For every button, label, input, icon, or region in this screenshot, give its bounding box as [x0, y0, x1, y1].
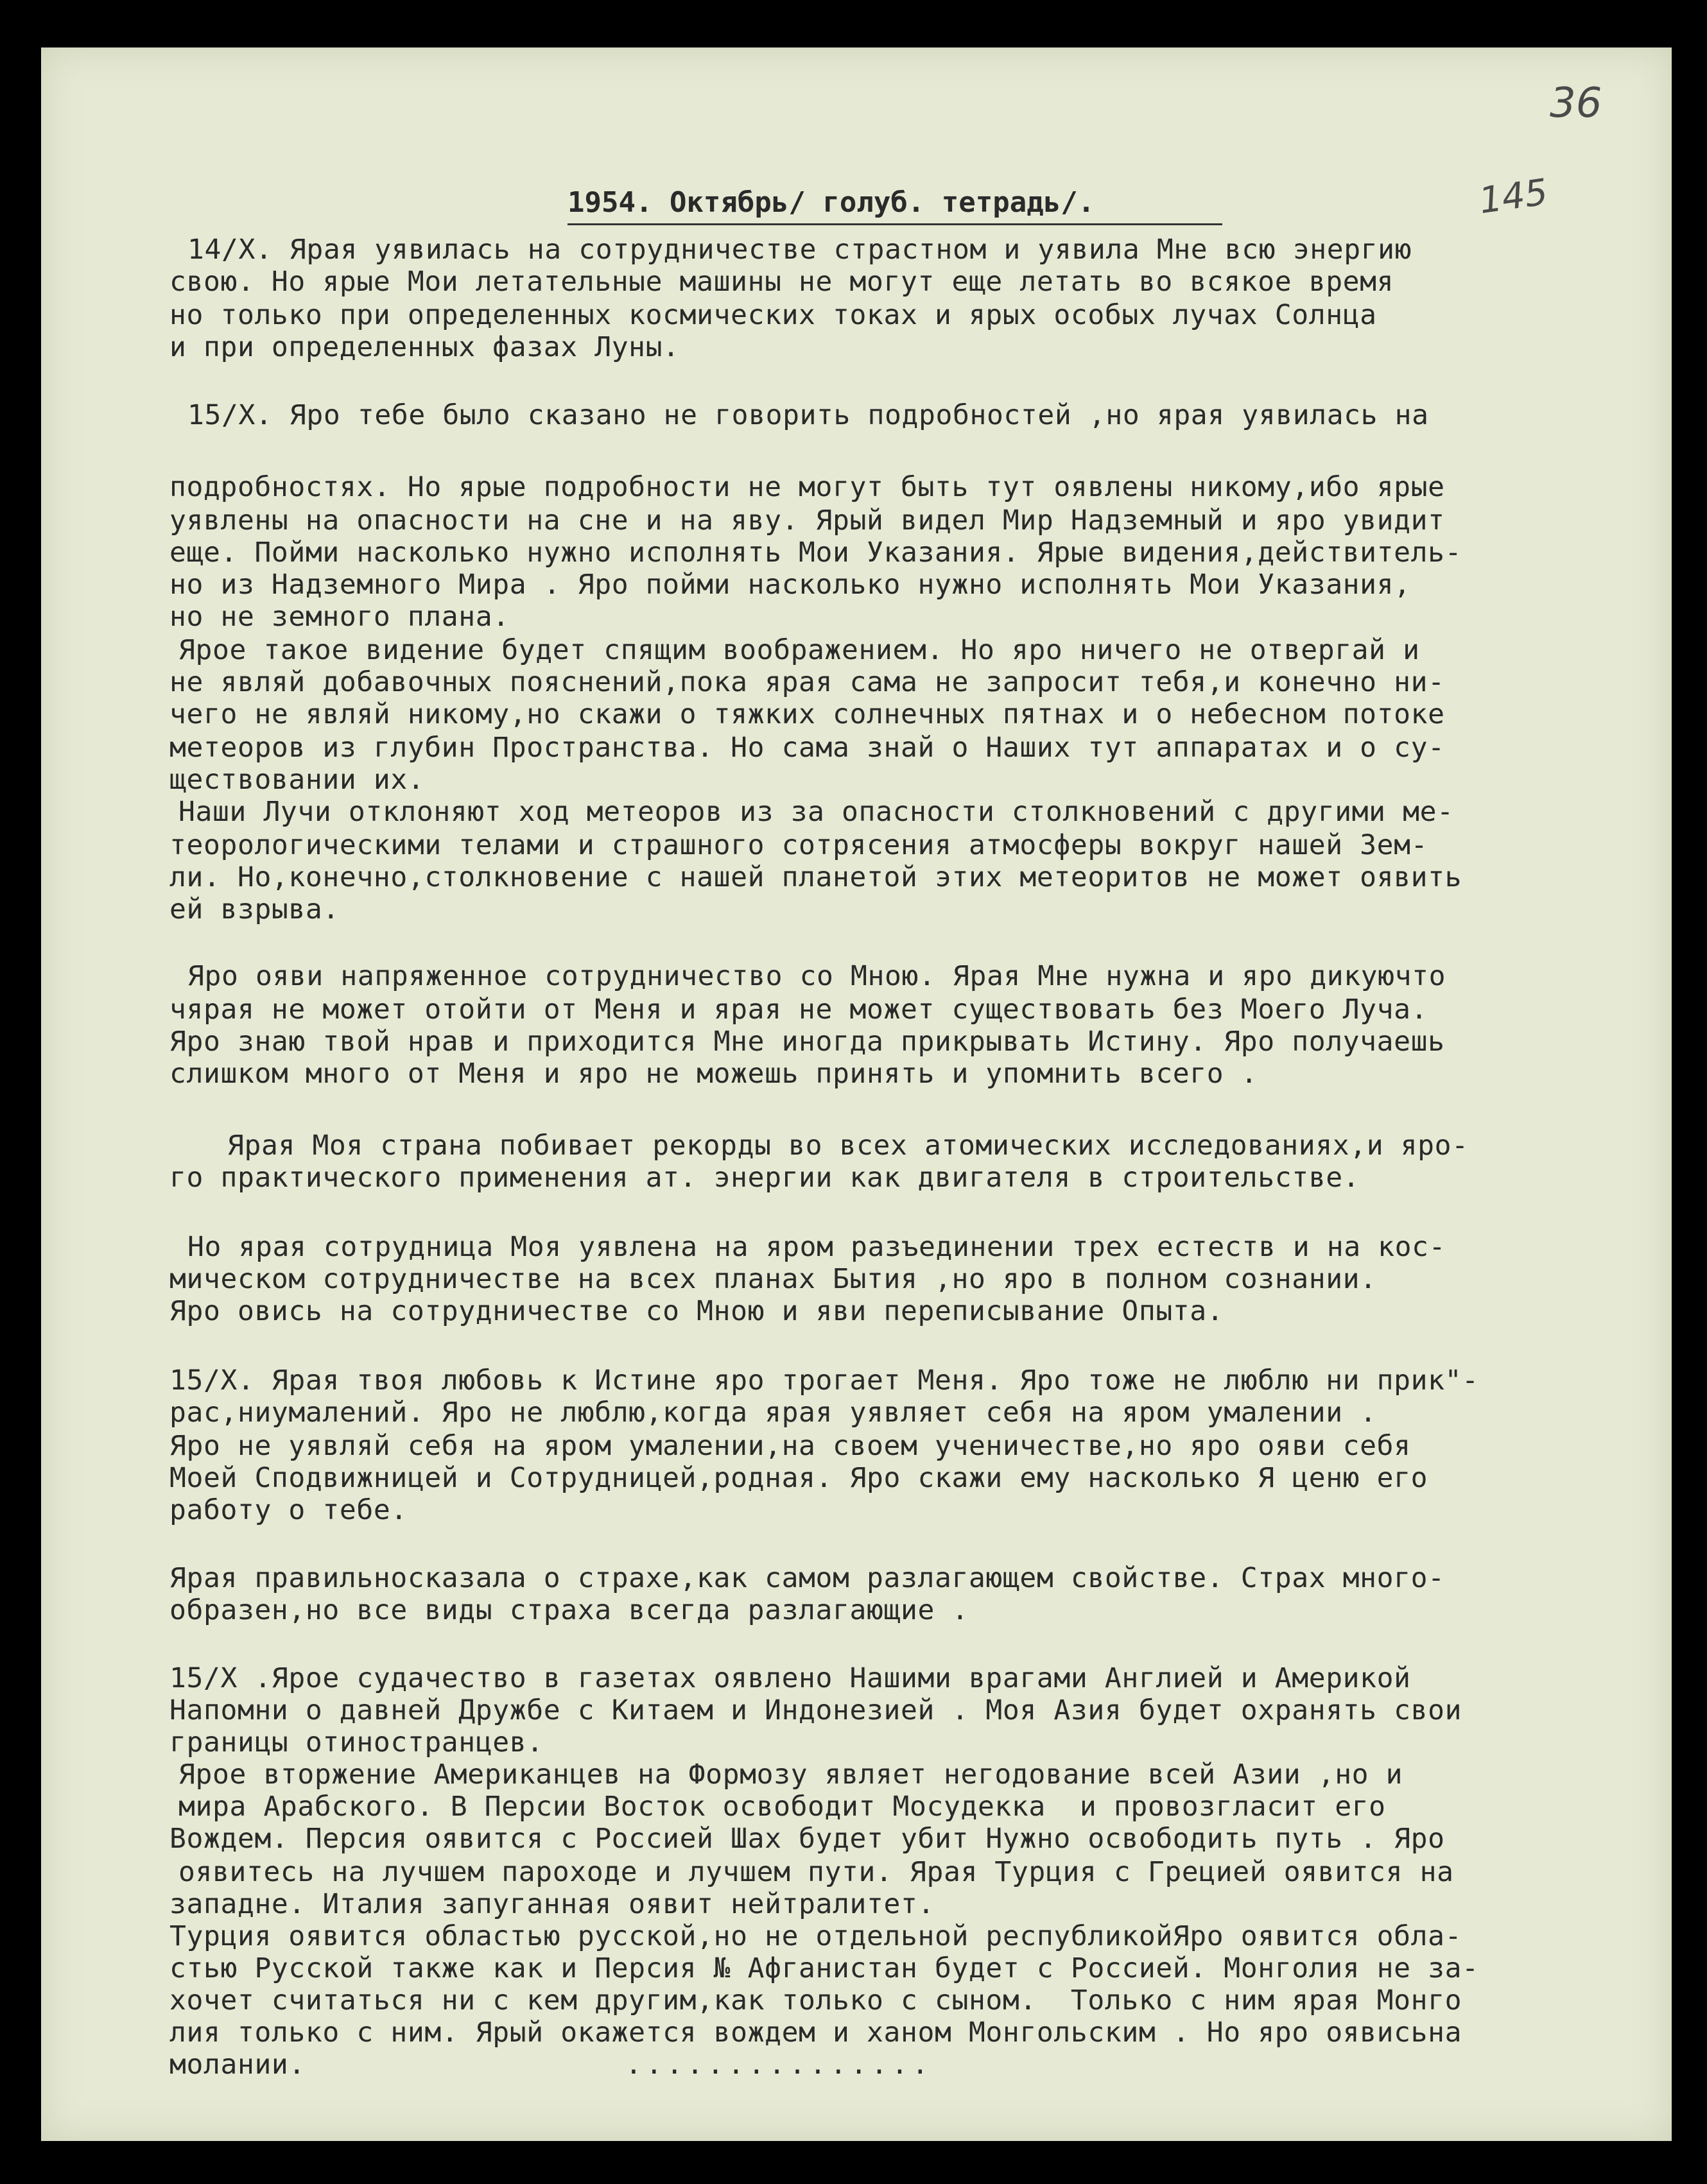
text-line: но только при определенных космических токах и ярых особых лучах Солнца [169, 299, 1377, 331]
text-line: еще. Пойми насколько нужно исполнять Мои Указания. Ярые видения,действитель- [169, 537, 1462, 569]
text-line: го практического применения ат. энергии как двигателя в строительстве. [169, 1162, 1360, 1194]
text-line: Яро знаю твой нрав и приходится Мне иногда прикрывать Истину. Яро получаешь [169, 1026, 1445, 1058]
text-line: Яро овись на сотрудничестве со Мною и яви переписывание Опыта. [169, 1295, 1224, 1327]
text-line: стью Русской также как и Персия № Афганистан будет с Россией. Монголия не за- [169, 1952, 1479, 1984]
title-underline [568, 223, 1222, 225]
text-line: Яро ояви напряженное сотрудничество со Мною. Ярая Мне нужна и яро дикуючто [187, 960, 1446, 992]
text-line: мическом сотрудничестве на всех планах Бытия ,но яро в полном сознании. [169, 1263, 1377, 1295]
text-line: 15/X. Ярая твоя любовь к Истине яро трогает Меня. Яро тоже не люблю ни прик"- [169, 1364, 1479, 1397]
text-line: чего не являй никому,но скажи о тяжких солнечных пятнах и о небесном потоке [169, 698, 1445, 730]
text-line: хочет считаться ни с кем другим,как только с сыном. Только с ним ярая Монго [169, 1984, 1462, 2016]
text-line: западне. Италия запуганная оявит нейтралитет. [169, 1888, 935, 1920]
text-line: мира Арабского. В Персии Восток освободит Мосудекка и провозгласит его [178, 1791, 1386, 1823]
text-line: Ярое такое видение будет спящим воображением. Но яро ничего не отвергай и [178, 634, 1420, 666]
ending-dots: ............... [625, 2049, 933, 2081]
text-line: уявлены на опасности на сне и на яву. Ярый видел Мир Надземный и яро увидит [169, 504, 1445, 537]
document-page [41, 47, 1672, 2141]
text-line: молании. [169, 2049, 306, 2081]
text-line: теорологическими телами и страшного сотрясения атмосферы вокруг нашей Зем- [169, 829, 1428, 861]
text-line: Ярое вторжение Американцев на Формозу являет негодование всей Азии ,но и [178, 1758, 1403, 1791]
text-line: ществовании их. [169, 764, 425, 796]
text-line: но из Надземного Мира . Яро пойми насколько нужно исполнять Мои Указания, [169, 569, 1411, 601]
text-line: Ярая Моя страна побивает рекорды во всех атомических исследованиях,и яро- [227, 1130, 1469, 1162]
text-line: Вождем. Персия оявится с Россией Шах будет убит Нужно освободить путь . Яро [169, 1823, 1445, 1855]
text-line: Яро не уявляй себя на яром умалении,на своем ученичестве,но яро ояви себя [169, 1430, 1411, 1462]
text-line: Моей Сподвижницей и Сотрудницей,родная. Яро скажи ему насколько Я ценю его [169, 1462, 1428, 1494]
text-line: образен,но все виды страха всегда разлагающие . [169, 1594, 969, 1626]
text-line: лия только с ним. Ярый окажется вождем и ханом Монгольским . Но яро оявисьна [169, 2016, 1462, 2049]
text-line: Напомни о давней Дружбе с Китаем и Индонезией . Моя Азия будет охранять свои [169, 1694, 1462, 1726]
text-line: не являй добавочных пояснений,пока ярая сама не запросит тебя,и конечно ни- [169, 666, 1445, 698]
text-line: ей взрыва. [169, 893, 340, 925]
text-line: но не земного плана. [169, 601, 510, 633]
text-line: рас,ниумалений. Яро не люблю,когда ярая уявляет себя на яром умалении . [169, 1397, 1377, 1429]
text-line: 15/X. Яро тебе было сказано не говорить подробностей ,но ярая уявилась на [187, 399, 1429, 431]
handwritten-page-number: 36 [1550, 80, 1602, 127]
text-line: Турция оявится областью русской,но не отдельной республикойЯро оявится обла- [169, 1920, 1462, 1952]
text-line: границы отиностранцев. [169, 1726, 544, 1758]
text-line: 14/X. Ярая уявилась на сотрудничестве страстном и уявила Мне всю энергию [187, 234, 1412, 266]
text-line: чярая не может отойти от Меня и ярая не может существовать без Моего Луча. [169, 993, 1428, 1026]
text-line: Наши Лучи отклоняют ход метеоров из за опасности столкновений с другими ме- [178, 796, 1454, 828]
text-line: свою. Но ярые Мои летательные машины не могут еще летать во всякое время [169, 266, 1394, 298]
text-line: слишком много от Меня и яро не можешь принять и упомнить всего . [169, 1058, 1258, 1090]
text-line: и при определенных фазах Луны. [169, 331, 680, 363]
handwritten-archive-number: 145 [1476, 171, 1550, 223]
text-line: 15/X .Ярое судачество в газетах оявлено Нашими врагами Англией и Америкой [169, 1662, 1411, 1694]
page-title: 1954. Октябрь/ голуб. тетрадь/. [568, 186, 1095, 219]
text-line: ли. Но,конечно,столкновение с нашей планетой этих метеоритов не может оявить [169, 861, 1462, 893]
text-line: оявитесь на лучшем пароходе и лучшем пути. Ярая Турция с Грецией оявится на [178, 1856, 1454, 1888]
text-line: работу о тебе. [169, 1494, 408, 1526]
text-line: Ярая правильносказала о страхе,как самом разлагающем свойстве. Страх много- [169, 1562, 1445, 1594]
text-line: Но ярая сотрудница Моя уявлена на яром разъединении трех естеств и на кос- [187, 1231, 1446, 1263]
text-line: метеоров из глубин Пространства. Но сама знай о Наших тут аппаратах и о су- [169, 732, 1445, 764]
text-line: подробностях. Но ярые подробности не могут быть тут оявлены никому,ибо ярые [169, 471, 1445, 503]
